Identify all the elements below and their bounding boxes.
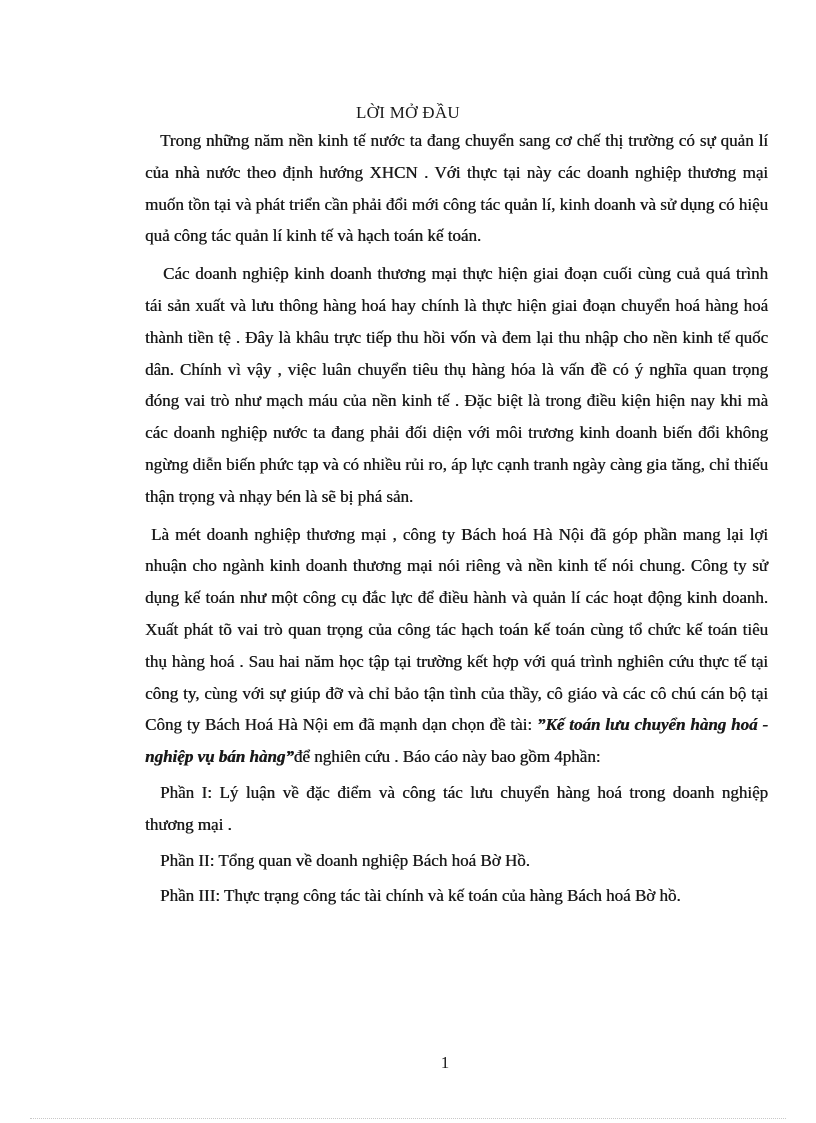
- part-two: Phần II: Tổng quan về doanh nghiệp Bách hoá Bờ Hồ.: [160, 850, 530, 870]
- paragraph-intro: Trong những năm nền kinh tế nước ta đang chuyển sang cơ chế thị trường có sự quản lí của nhà nước theo định hướng XHCN . Với thực tại này các doanh nghiệp thương mại muốn tồn tại và phát triển cần phải đổi mới công tác quản lí, kinh doanh và sử dụng có hiệu quả công tác quản lí kinh tế và hạch toán kế toán.: [145, 131, 768, 246]
- page-title: LỜI MỞ ĐẦU: [355, 103, 461, 122]
- part-one: Phần I: Lý luận về đặc điểm và công tác lưu chuyển hàng hoá trong doanh nghiệp thương mại .: [145, 782, 768, 834]
- part-three: Phần III: Thực trạng công tác tài chính và kế toán của hàng Bách hoá Bờ hồ.: [160, 886, 681, 906]
- page-number: 1: [440, 1053, 450, 1072]
- document-body: [145, 125, 768, 912]
- paragraph-company-text: Là mét doanh nghiệp thương mại , công ty Bách hoá Hà Nội đã góp phần mang lại lợi nhuận cho ngành kinh doanh thương mại nói riêng và nền kinh tế nói chung. Công ty sử dụng kế toán như một công cụ đắc lực để điều hành và quản lí các hoạt động kinh doanh. Xuất phát tõ vai trò quan trọng của công tác hạch toán kế toán cùng tổ chức kế toán tiêu thụ hàng hoá . Sau hai năm học tập tại trường kết hợp với quá trình nghiên cứu thực tế tại công ty, cùng với sự giúp đỡ và chỉ bảo tận tình của thầy, cô giáo và các cô chú cán bộ tại Công ty Bách Hoá Hà Nội em đã mạnh dạn chọn đề tài:: [145, 524, 768, 735]
- page-bottom-divider: [30, 1118, 786, 1119]
- paragraph-company-tail: để nghiên cứu . Báo cáo này bao gồm 4phần:: [293, 747, 601, 767]
- paragraph-commerce: Các doanh nghiệp kinh doanh thương mại thực hiện giai đoạn cuối cùng cuả quá trình tái sản xuất và lưu thông hàng hoá hay chính là thực hiện giai đoạn chuyển hoá hàng hoá thành tiền tệ . Đây là khâu trực tiếp thu hồi vốn và đem lại thu nhập cho nền kinh tế quốc dân. Chính vì vậy , việc luân chuyển tiêu thụ hàng hóa là vấn đề có ý nghĩa quan trọng đóng vai trò như mạch máu của nền kinh tế . Đặc biệt là trong điều kiện hiện nay khi mà các doanh nghiệp nước ta đang phải đối diện với môi trương kinh doanh biến đổi không ngừng diễn biến phức tạp và có nhiều rủi ro, áp lực cạnh tranh ngày càng gia tăng, chỉ thiếu thận trọng và nhạy bén là sẽ bị phá sản.: [145, 264, 768, 506]
- paragraph-company: [145, 519, 768, 773]
- thesis-topic: ”Kế toán lưu chuyển hàng hoá - nghiệp vụ bán hàng”: [145, 715, 768, 767]
